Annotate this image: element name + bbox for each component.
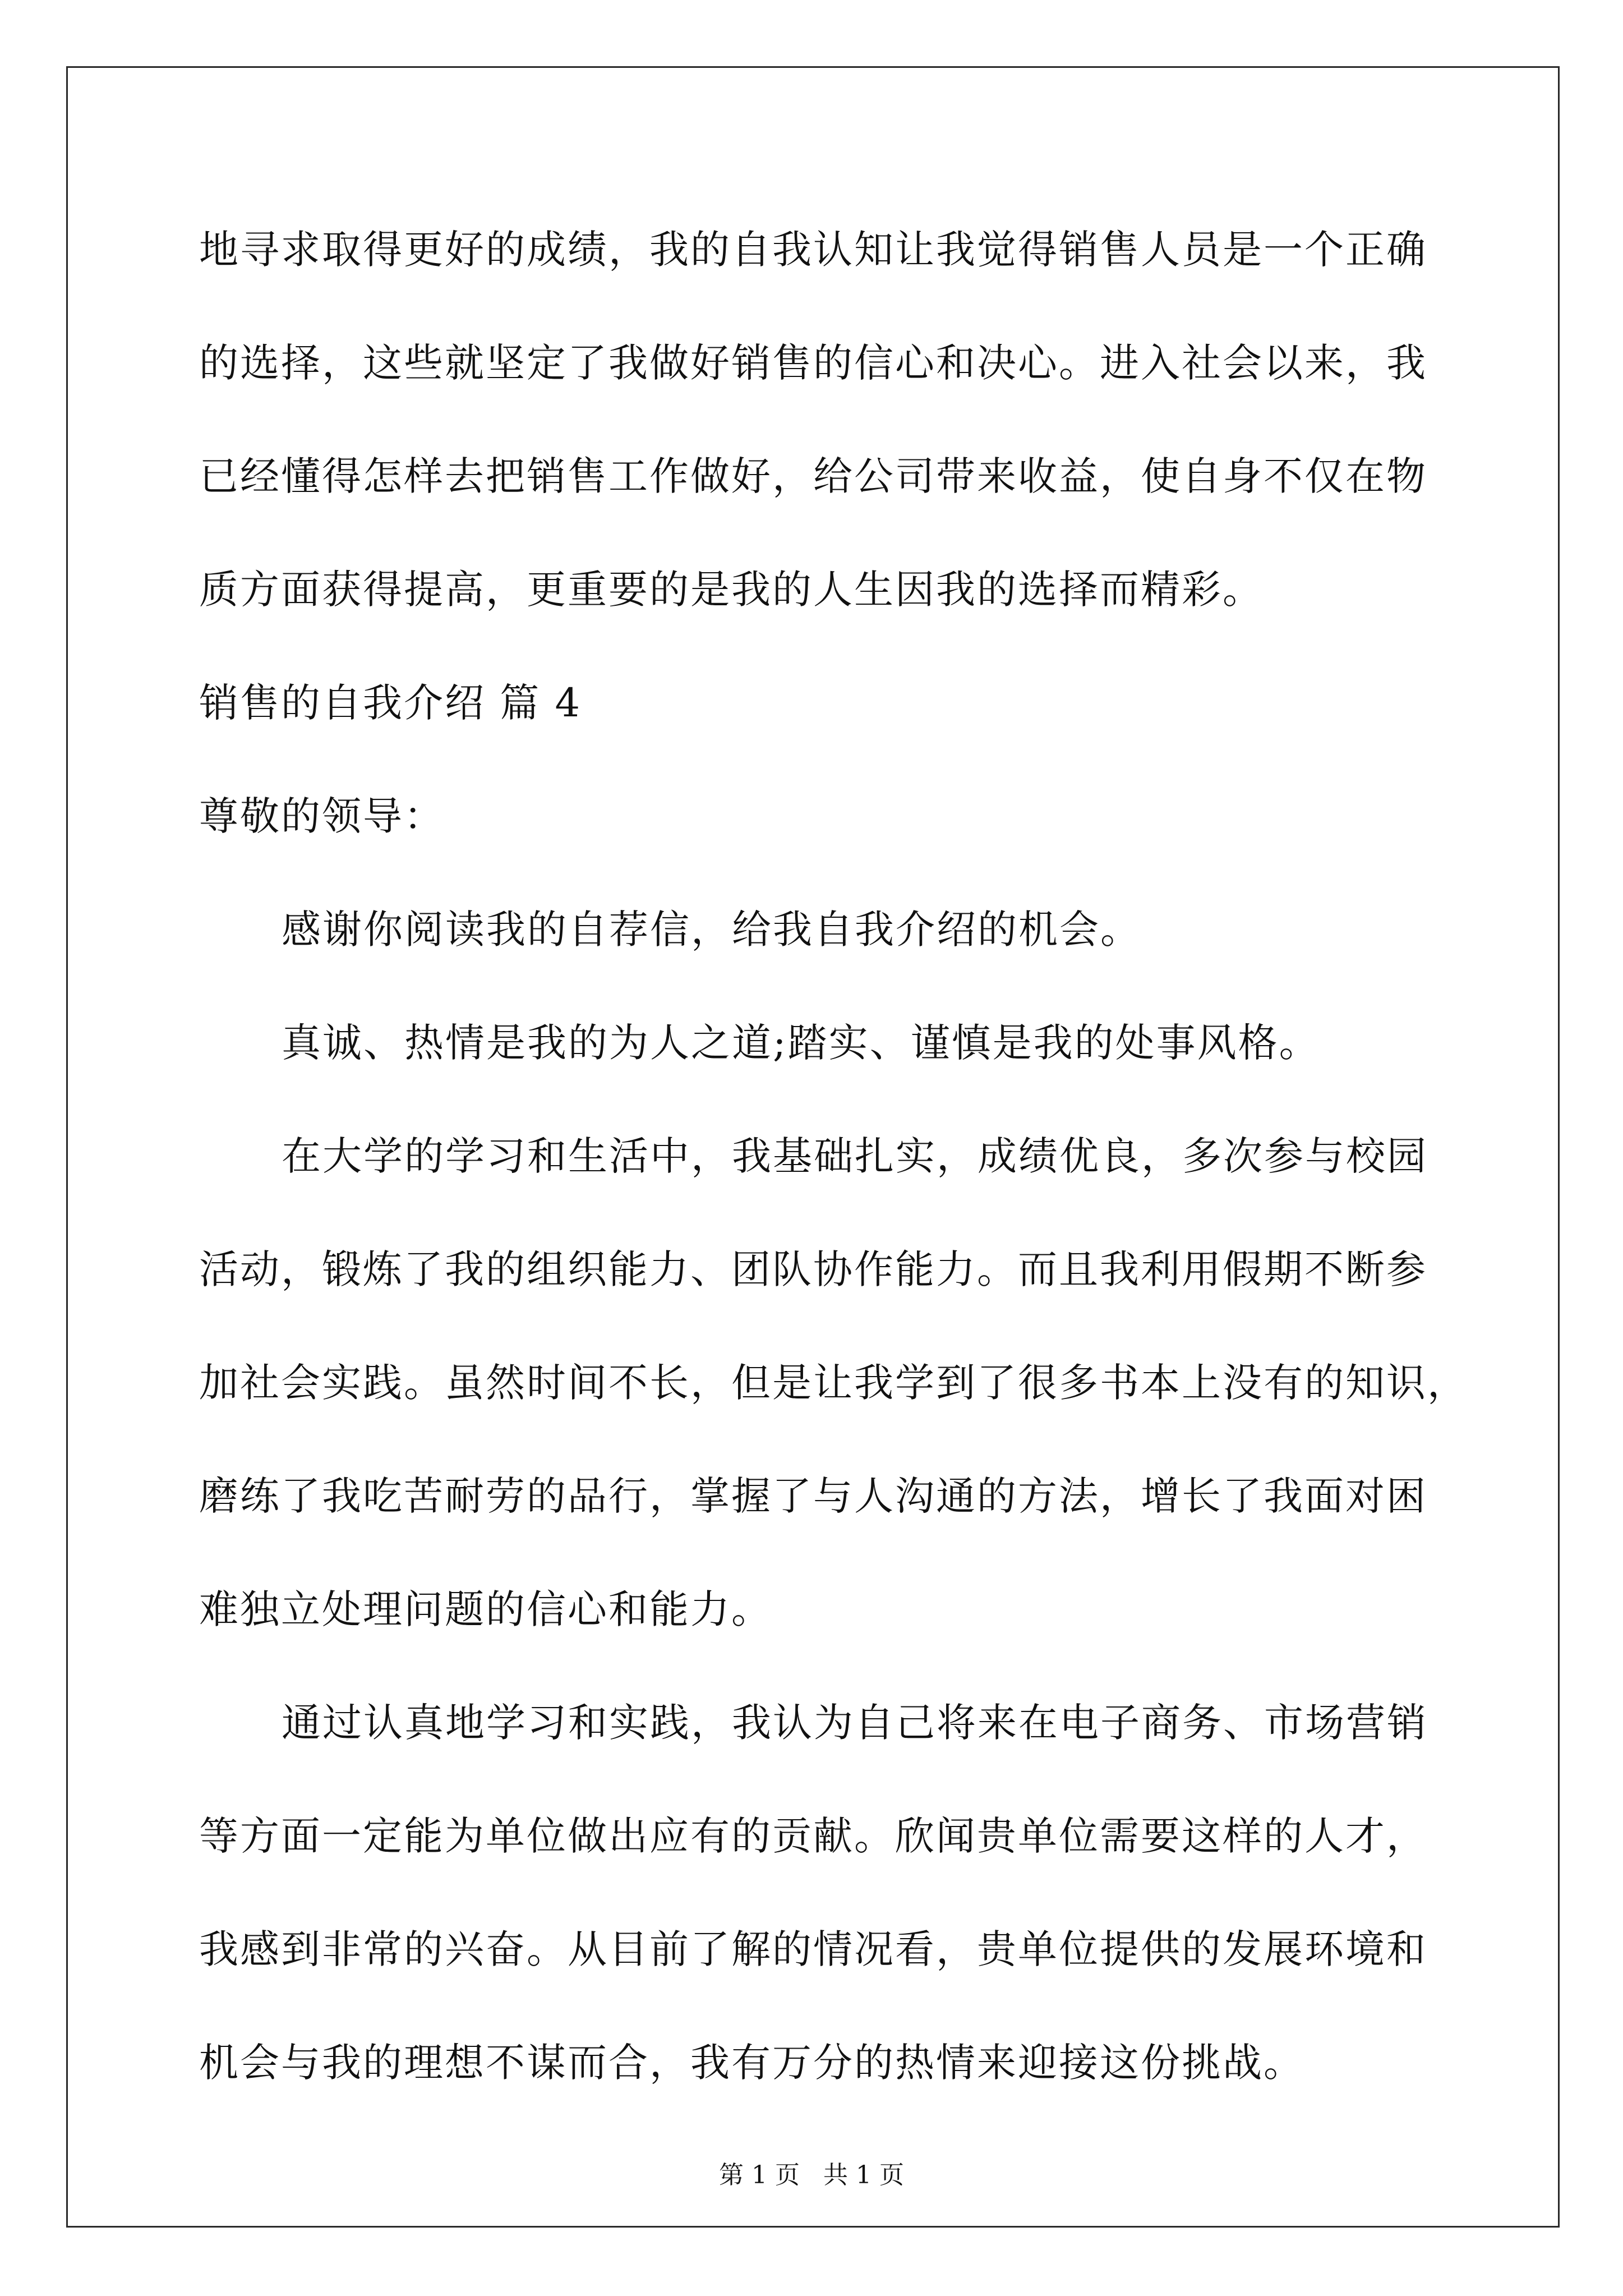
- paragraph-2: 真诚、热情是我的为人之道;踏实、谨慎是我的处事风格。: [282, 1020, 1320, 1066]
- paragraph-3-line-4: 磨练了我吃苦耐劳的品行，掌握了与人沟通的方法，增长了我面对困: [199, 1473, 1427, 1519]
- continuation-line-2: 的选择，这些就坚定了我做好销售的信心和决心。进入社会以来，我: [199, 340, 1427, 386]
- paragraph-4-line-1: 通过认真地学习和实践，我认为自己将来在电子商务、市场营销: [282, 1700, 1428, 1746]
- continuation-line-3: 已经懂得怎样去把销售工作做好，给公司带来收益，使自身不仅在物: [199, 453, 1427, 499]
- paragraph-4-line-4: 机会与我的理想不谋而合，我有万分的热情来迎接这份挑战。: [199, 2040, 1304, 2086]
- paragraph-3-line-5: 难独立处理问题的信心和能力。: [199, 1586, 772, 1632]
- paragraph-3-line-1: 在大学的学习和生活中，我基础扎实，成绩优良，多次参与校园: [282, 1133, 1428, 1179]
- paragraph-1: 感谢你阅读我的自荐信，给我自我介绍的机会。: [282, 907, 1141, 953]
- continuation-line-4: 质方面获得提高，更重要的是我的人生因我的选择而精彩。: [199, 567, 1264, 613]
- continuation-line-1: 地寻求取得更好的成绩，我的自我认知让我觉得销售人员是一个正确: [199, 227, 1427, 273]
- salutation: 尊敬的领导：: [199, 793, 445, 839]
- section-title: 销售的自我介绍 篇 4: [199, 680, 582, 726]
- paragraph-3-line-3: 加社会实践。虽然时间不长，但是让我学到了很多书本上没有的知识，: [199, 1360, 1468, 1406]
- paragraph-3-line-2: 活动，锻炼了我的组织能力、团队协作能力。而且我利用假期不断参: [199, 1246, 1427, 1292]
- paragraph-4-line-2: 等方面一定能为单位做出应有的贡献。欣闻贵单位需要这样的人才，: [199, 1813, 1427, 1859]
- paragraph-4-line-3: 我感到非常的兴奋。从目前了解的情况看，贵单位提供的发展环境和: [199, 1926, 1427, 1972]
- page-footer: 第 1 页 共 1 页: [719, 2161, 904, 2189]
